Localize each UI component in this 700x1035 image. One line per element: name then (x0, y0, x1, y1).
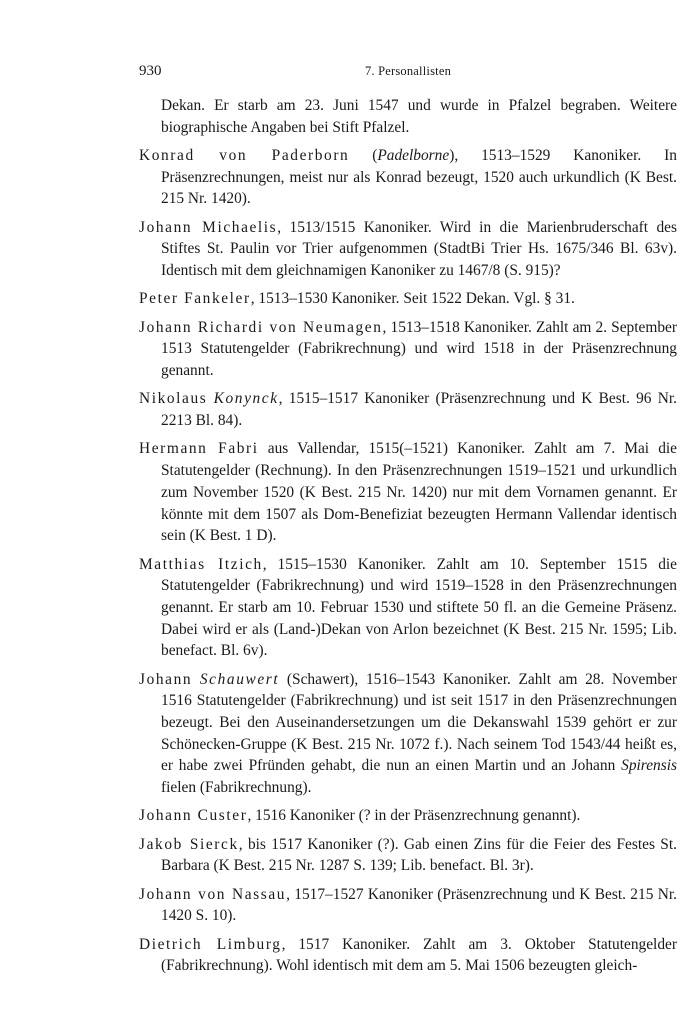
entry-name: Nikolaus (139, 390, 208, 408)
entry-text: Dekan. Er starb am 23. Juni 1547 und wurde in Pfalzel begraben. Weitere biographische Angaben bei Stift Pfalzel. (161, 97, 677, 136)
entry-text: , 1513–1530 Kanoniker. Seit 1522 Dekan. Vgl. § 31. (250, 290, 575, 308)
entry-name: Dietrich Limburg (139, 935, 282, 953)
entry-nikolaus-konynck (139, 388, 677, 431)
entry-continuation (139, 95, 677, 138)
entry-text: , bis 1517 Kanoniker (?). Gab einen Zins für die Feier des Festes St. Barbara (K Best. 215 Nr. 1287 S. 139; Lib. benefact. Bl. 3r). (161, 835, 677, 875)
entry-text: , 1517–1527 Kanoniker (Präsenzrechnung und K Best. 215 Nr. 1420 S. 10). (161, 885, 677, 925)
entry-johann-von-nassau (139, 884, 677, 927)
body-text (139, 95, 677, 984)
entry-johann-custer (139, 805, 677, 827)
entry-text: (Schawert), 1516–1543 Kanoniker. Zahlt am 28. November 1516 Statutengelder (Fabrikrechnung) und ist seit 1517 in den Präsenzrechnungen bezeugt. Bei den Auseinandersetzungen um die Dekanswahl 1539 gehört er zur Schönecken-Gruppe (K Best. 215 Nr. 1072 f.). Nach seinem Tod 1543/44 heißt es, er habe zwei Pfründen gehabt, die nun an einen Martin und an Johann (161, 670, 677, 775)
entry-matthias-itzich (139, 554, 677, 663)
entry-name: Konrad von Paderborn (139, 147, 350, 164)
entry-italic-variant: Schauwert (199, 670, 280, 688)
entry-text-prefix (192, 671, 200, 688)
entry-text: , 1517 Kanoniker. Zahlt am 3. Oktober Statutengelder (Fabrikrechnung). Wohl identisch mit dem am 5. Mai 1506 bezeugten gleich- (161, 935, 677, 975)
entry-name: Hermann Fabri (139, 440, 259, 458)
entry-italic-variant: Konynck (213, 390, 279, 408)
entry-text: aus Vallendar, 1515(–1521) Kanoniker. Zahlt am 7. Mai die Statutengelder (Rechnung). In den Präsenzrechnungen 1519–1521 und urkundlich zum November 1520 (K Best. 215 Nr. 1420) nur mit dem Vornamen genannt. Er könnte mit dem 1507 als Dom-Benefiziat bezeugten Hermann Vallendar identisch sein (K Best. 1 D). (161, 440, 677, 545)
entry-text: , 1515–1517 Kanoniker (Präsenzrechnung und K Best. 96 Nr. 2213 Bl. 84). (161, 390, 677, 430)
entry-konrad-von-paderborn (139, 145, 677, 210)
entry-name: Johann von Nassau (139, 885, 287, 903)
entry-johann-michaelis (139, 217, 677, 282)
entry-text: , 1513–1518 Kanoniker. Zahlt am 2. September 1513 Statutengelder (Fabrikrechnung) und wird 1518 in der Präsenzrechnung genannt. (161, 318, 677, 380)
entry-name: Johann Michaelis (139, 218, 278, 236)
entry-johann-richardi (139, 317, 677, 382)
entry-italic-variant-2: Spirensis (621, 757, 677, 775)
entry-johann-schauwert (139, 669, 677, 799)
entry-dietrich-limburg (139, 934, 677, 977)
entry-text: , 1513/1515 Kanoniker. Wird in die Marienbruderschaft des Stiftes St. Paulin vor Trier aufgenommen (StadtBi Trier Hs. 1675/346 Bl. 63v). Identisch mit dem gleichnamigen Kanoniker zu 1467/8 (S. 915)? (161, 218, 677, 280)
entry-text-prefix: ( (349, 147, 378, 164)
entry-name: Jakob Sierck (139, 835, 239, 853)
entry-name: Johann (139, 670, 193, 688)
running-title: 7. Personallisten (364, 64, 452, 78)
entry-jakob-sierck (139, 834, 677, 877)
entry-text-2: fielen (Fabrikrechnung). (161, 779, 312, 797)
entry-text: ), 1513–1529 Kanoniker. In Präsenzrechnungen, meist nur als Konrad bezeugt, 1520 auch urkundlich (K Best. 215 Nr. 1420). (161, 147, 677, 208)
entry-name: Matthias Itzich (139, 555, 263, 573)
entry-italic-variant: Padelborne (377, 147, 450, 164)
page-number: 930 (139, 63, 162, 79)
page-header (139, 63, 677, 81)
entry-peter-fankeler (139, 288, 677, 310)
entry-name: Johann Richardi von Neumagen (139, 318, 383, 336)
entry-text: , 1515–1530 Kanoniker. Zahlt am 10. September 1515 die Statutengelder (Fabrikrechnung) und wird 1519–1528 in den Präsenzrechnungen genannt. Er starb am 10. Februar 1530 und stiftete 50 fl. an die Gemeine Präsenz. Dabei wird er als (Land-)Dekan von Arlon bezeichnet (K Best. 215 Nr. 1595; Lib. benefact. Bl. 6v). (161, 555, 677, 660)
entry-hermann-fabri (139, 438, 677, 547)
entry-text: , 1516 Kanoniker (? in der Präsenzrechnung genannt). (247, 807, 581, 825)
entry-name: Peter Fankeler (139, 290, 251, 308)
entry-name: Johann Custer (139, 807, 248, 825)
